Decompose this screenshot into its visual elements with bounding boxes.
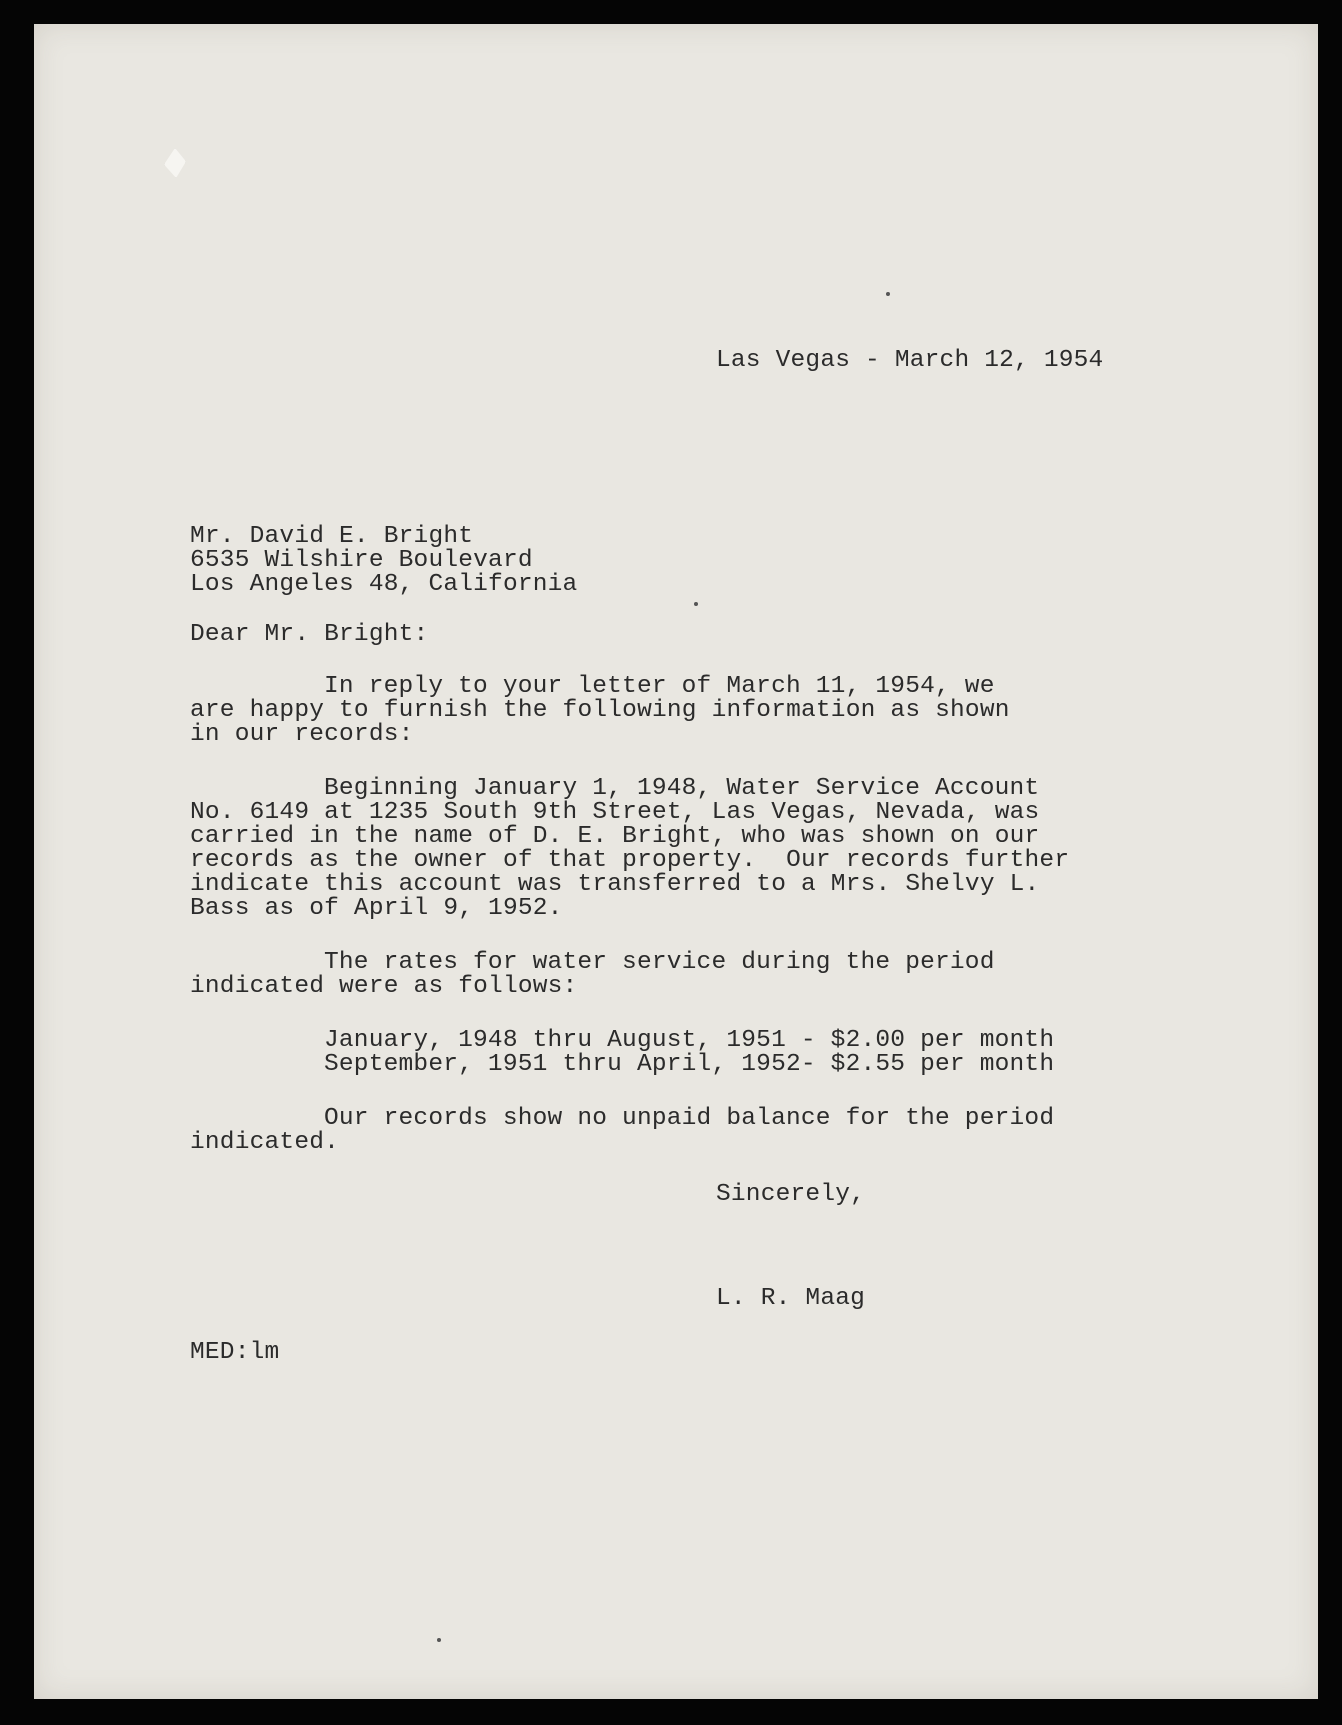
recipient-street: 6535 Wilshire Boulevard — [190, 547, 533, 574]
letter-page — [34, 24, 1318, 1699]
paragraph-2-line: Bass as of April 9, 1952. — [190, 895, 563, 922]
paragraph-1-line: In reply to your letter of March 11, 1954, we — [324, 673, 995, 700]
rate-line: January, 1948 thru August, 1951 - $2.00 per month — [324, 1027, 1055, 1054]
dateline: Las Vegas - March 12, 1954 — [716, 347, 1104, 374]
recipient-city: Los Angeles 48, California — [190, 571, 578, 598]
paragraph-2-line: carried in the name of D. E. Bright, who was shown on our — [190, 823, 1040, 850]
paragraph-3-line: The rates for water service during the period — [324, 949, 995, 976]
salutation: Dear Mr. Bright: — [190, 621, 429, 648]
paragraph-4-line: Our records show no unpaid balance for the period — [324, 1105, 1055, 1132]
paragraph-1-line: are happy to furnish the following information as shown — [190, 697, 1010, 724]
paragraph-2-line: Beginning January 1, 1948, Water Service Account — [324, 775, 1040, 802]
paragraph-3-line: indicated were as follows: — [190, 973, 578, 1000]
paragraph-2-line: indicate this account was transferred to a Mrs. Shelvy L. — [190, 871, 1040, 898]
signer-name: L. R. Maag — [716, 1285, 866, 1312]
reference-initials: MED:lm — [190, 1339, 280, 1366]
paragraph-2-line: No. 6149 at 1235 South 9th Street, Las Vegas, Nevada, was — [190, 799, 1040, 826]
paper-speck — [437, 1638, 441, 1642]
closing: Sincerely, — [716, 1181, 866, 1208]
paragraph-2-line: records as the owner of that property. Our records further — [190, 847, 1070, 874]
recipient-name: Mr. David E. Bright — [190, 523, 474, 550]
paragraph-1-line: in our records: — [190, 721, 414, 748]
paragraph-4-line: indicated. — [190, 1129, 340, 1156]
rate-line: September, 1951 thru April, 1952- $2.55 per month — [324, 1051, 1055, 1078]
paper-speck — [886, 292, 890, 296]
paper-speck — [694, 602, 698, 606]
punch-hole — [164, 148, 186, 178]
